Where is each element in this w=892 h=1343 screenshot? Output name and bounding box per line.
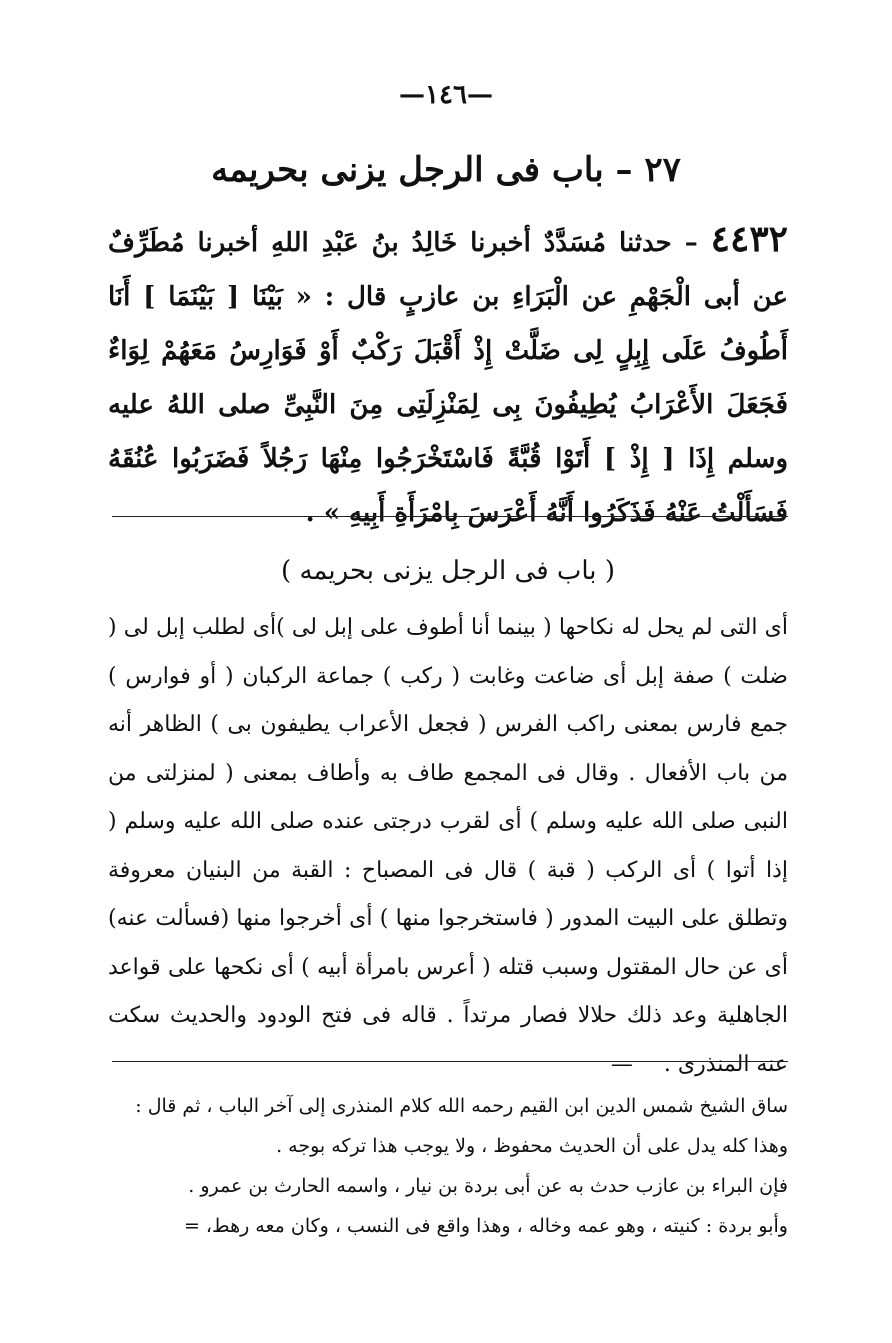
divider-bottom: [112, 1061, 788, 1062]
page-number: —١٤٦—: [399, 80, 493, 110]
footnote-line: وهذا كله يدل على أن الحديث محفوظ ، ولا يوجب هذا تركه بوجه .: [276, 1135, 788, 1157]
footnote-line: وأبو بردة : كنيته ، وهو عمه وخاله ، وهذا واقع فى النسب ، وكان معه رهط، =: [183, 1215, 788, 1237]
hadith-number: ٤٤٣٢: [710, 218, 788, 260]
footnote-line: ساق الشيخ شمس الدين ابن القيم رحمه الله كلام المنذرى إلى آخر الباب ، ثم قال :: [135, 1095, 788, 1117]
footnotes-block: [108, 1086, 788, 1246]
divider-top: [112, 516, 788, 517]
commentary-block: [108, 604, 788, 1089]
hadith-block: [108, 212, 788, 540]
commentary-title: ( باب فى الرجل يزنى بحريمه ): [281, 556, 615, 586]
chapter-heading: ٢٧ – باب فى الرجل يزنى بحريمه: [211, 150, 681, 190]
commentary-text: أى التى لم يحل له نكاحها ( بينما أنا أطوف على إبل لى )أى لطلب إبل لى ( ضلت ) صفة إبل أى ضاعت وغابت ( ركب ) جماعة الركبان ( أو فوارس ) جمع فارس بمعنى راكب الفرس ( فجعل الأعراب يطيفون بى ) الظاهر أنه من باب الأفعال . وقال فى المجمع طاف به وأطاف بمعنى ( لمنزلتى من النبى صلى الله عليه وسلم ) أى لقرب درجتى عنده صلى الله عليه وسلم ( إذا أتوا ) أى الركب ( قبة ) قال فى المصباح : القبة من البنيان معروفة وتطلق على البيت المدور ( فاستخرجوا منها ) أى أخرجوا منها (فسألت عنه) أى عن حال المقتول وسبب قتله ( أعرس بامرأة أبيه ) أى نكحها على قواعد الجاهلية وعد ذلك حلالا فصار مرتداً . قاله فى فتح الودود والحديث سكت عنه المنذرى .: [108, 615, 788, 1077]
hadith-text: – حدثنا مُسَدَّدٌ أخبرنا خَالِدُ بنُ عَبْدِ اللهِ أخبرنا مُطَرِّفٌ عن أبى الْجَهْمِ عن الْبَرَاءِ بن عازبٍ قال : « بَيْنَا [ بَيْنَمَا ] أَنَا أَطُوفُ عَلَى إِبِلٍ لِى ضَلَّتْ إِذْ أَقْبَلَ رَكْبٌ أَوْ فَوَارِسُ مَعَهُمْ لِوَاءٌ فَجَعَلَ الأَعْرَابُ يُطِيفُونَ بِى لِمَنْزِلَتِى مِنَ النَّبِىِّ صلى اللهُ عليه وسلم إِذَا [ إِذْ ] أَتَوْا قُبَّةً فَاسْتَخْرَجُوا مِنْهَا رَجُلاً فَضَرَبُوا عُنُقَهُ فَسَأَلْتُ عَنْهُ فَذَكَرُوا أَنَّهُ أَعْرَسَ بِامْرَأَةِ أَبِيهِ » .: [108, 228, 789, 528]
footnote-line: فإن البراء بن عازب حدث به عن أبى بردة بن نيار ، واسمه الحارث بن عمرو .: [188, 1175, 788, 1197]
commentary-trailing-dash: —: [610, 1051, 633, 1077]
